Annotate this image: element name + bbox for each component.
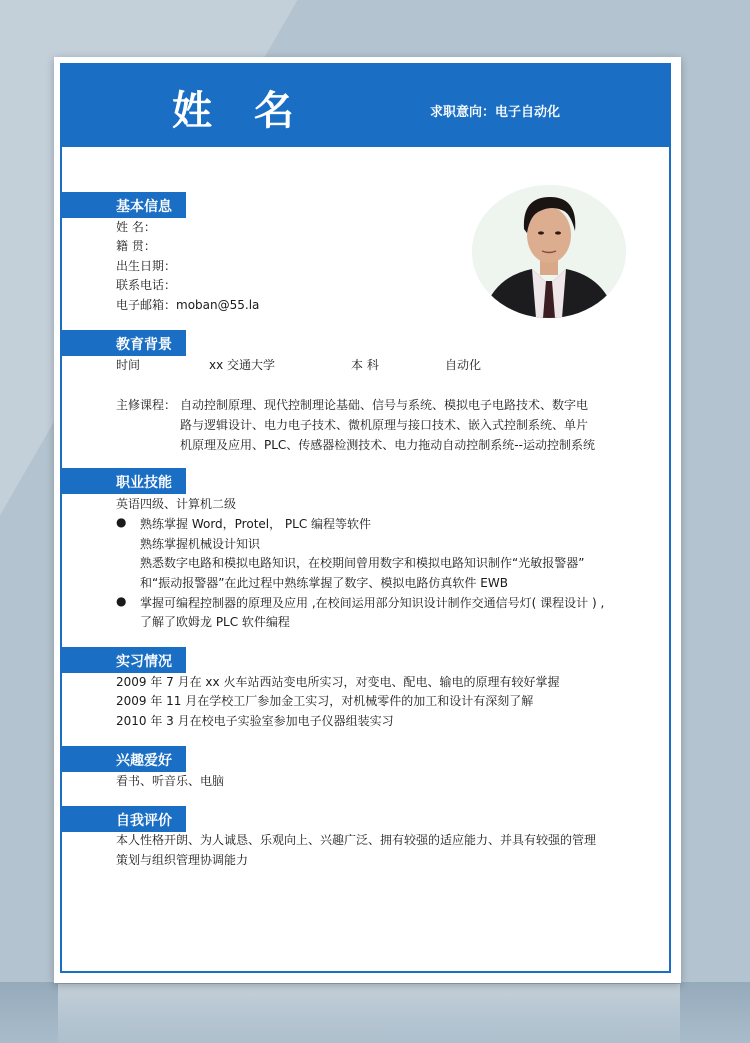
skill-line: 熟练掌握机械设计知识 (140, 537, 261, 551)
section-self-eval-title: 自我评价 (116, 813, 172, 829)
internship-line: 2009 年 11 月在学校工厂参加金工实习，对机械零件的加工和设计有深刻了解 (116, 694, 534, 708)
edu-major: 自动化 (445, 358, 482, 372)
profile-photo (472, 185, 626, 318)
hobbies-line: 看书、听音乐、电脑 (116, 774, 225, 788)
basic-name: 姓 名： (116, 220, 156, 234)
edu-course-line: 自动控制原理、现代控制理论基础、信号与系统、模拟电子电路技术、数字电 (180, 398, 589, 412)
skill-line: 熟练掌握 Word，Protel， PLC 编程等软件 (140, 517, 372, 531)
resume-header (62, 65, 669, 147)
basic-email: 电子邮箱：moban@55.la (116, 298, 260, 312)
edu-time: 时间 (116, 358, 141, 372)
section-internship-title: 实习情况 (116, 654, 172, 670)
section-education-title: 教育背景 (116, 337, 172, 353)
edu-courses-label: 主修课程： (116, 398, 177, 412)
edu-degree: 本 科 (351, 358, 379, 372)
section-self-eval (62, 806, 186, 832)
resume-name: 姓 名 (172, 88, 308, 134)
section-education (62, 330, 186, 356)
bullet-icon: ● (116, 594, 127, 608)
skill-line: 掌握可编程控制器的原理及应用 ,在校间运用部分知识设计制作交通信号灯( 课程设计 ) , (140, 596, 605, 610)
basic-phone: 联系电话： (116, 278, 177, 292)
internship-line: 2009 年 7 月在 xx 火车站西站变电所实习，对变电、配电、输电的原理有较好掌握 (116, 675, 560, 689)
job-target: 求职意向：电子自动化 (430, 105, 561, 120)
self-eval-line: 本人性格开朗、为人诚恳、乐观向上、兴趣广泛、拥有较强的适应能力、并具有较强的管理 (116, 833, 597, 847)
basic-birth: 出生日期： (116, 259, 177, 273)
self-eval-line: 策划与组织管理协调能力 (116, 853, 249, 867)
edu-course-line: 路与逻辑设计、电力电子技术、微机原理与接口技术、嵌入式控制系统、单片 (180, 418, 589, 432)
skill-line: 英语四级、计算机二级 (116, 497, 237, 511)
basic-origin: 籍 贯： (116, 239, 156, 253)
skill-line: 了解了欧姆龙 PLC 软件编程 (140, 615, 290, 629)
section-hobbies (62, 746, 186, 772)
skill-line: 熟悉数字电路和模拟电路知识，在校期间曾用数字和模拟电路知识制作“光敏报警器” (140, 556, 585, 570)
section-hobbies-title: 兴趣爱好 (116, 753, 172, 769)
resume-sheet (54, 57, 681, 983)
section-skills-title: 职业技能 (116, 475, 172, 491)
sheet-reflection (58, 984, 680, 1043)
section-skills (62, 468, 186, 494)
edu-school: xx 交通大学 (209, 358, 276, 372)
section-basic-title: 基本信息 (116, 199, 172, 215)
section-basic (62, 192, 186, 218)
skill-line: 和“振动报警器”在此过程中熟练掌握了数字、模拟电路仿真软件 EWB (140, 576, 508, 590)
bullet-icon: ● (116, 515, 127, 529)
section-internship (62, 647, 186, 673)
internship-line: 2010 年 3 月在校电子实验室参加电子仪器组装实习 (116, 714, 394, 728)
edu-course-line: 机原理及应用、PLC、传感器检测技术、电力拖动自动控制系统--运动控制系统 (180, 438, 595, 452)
